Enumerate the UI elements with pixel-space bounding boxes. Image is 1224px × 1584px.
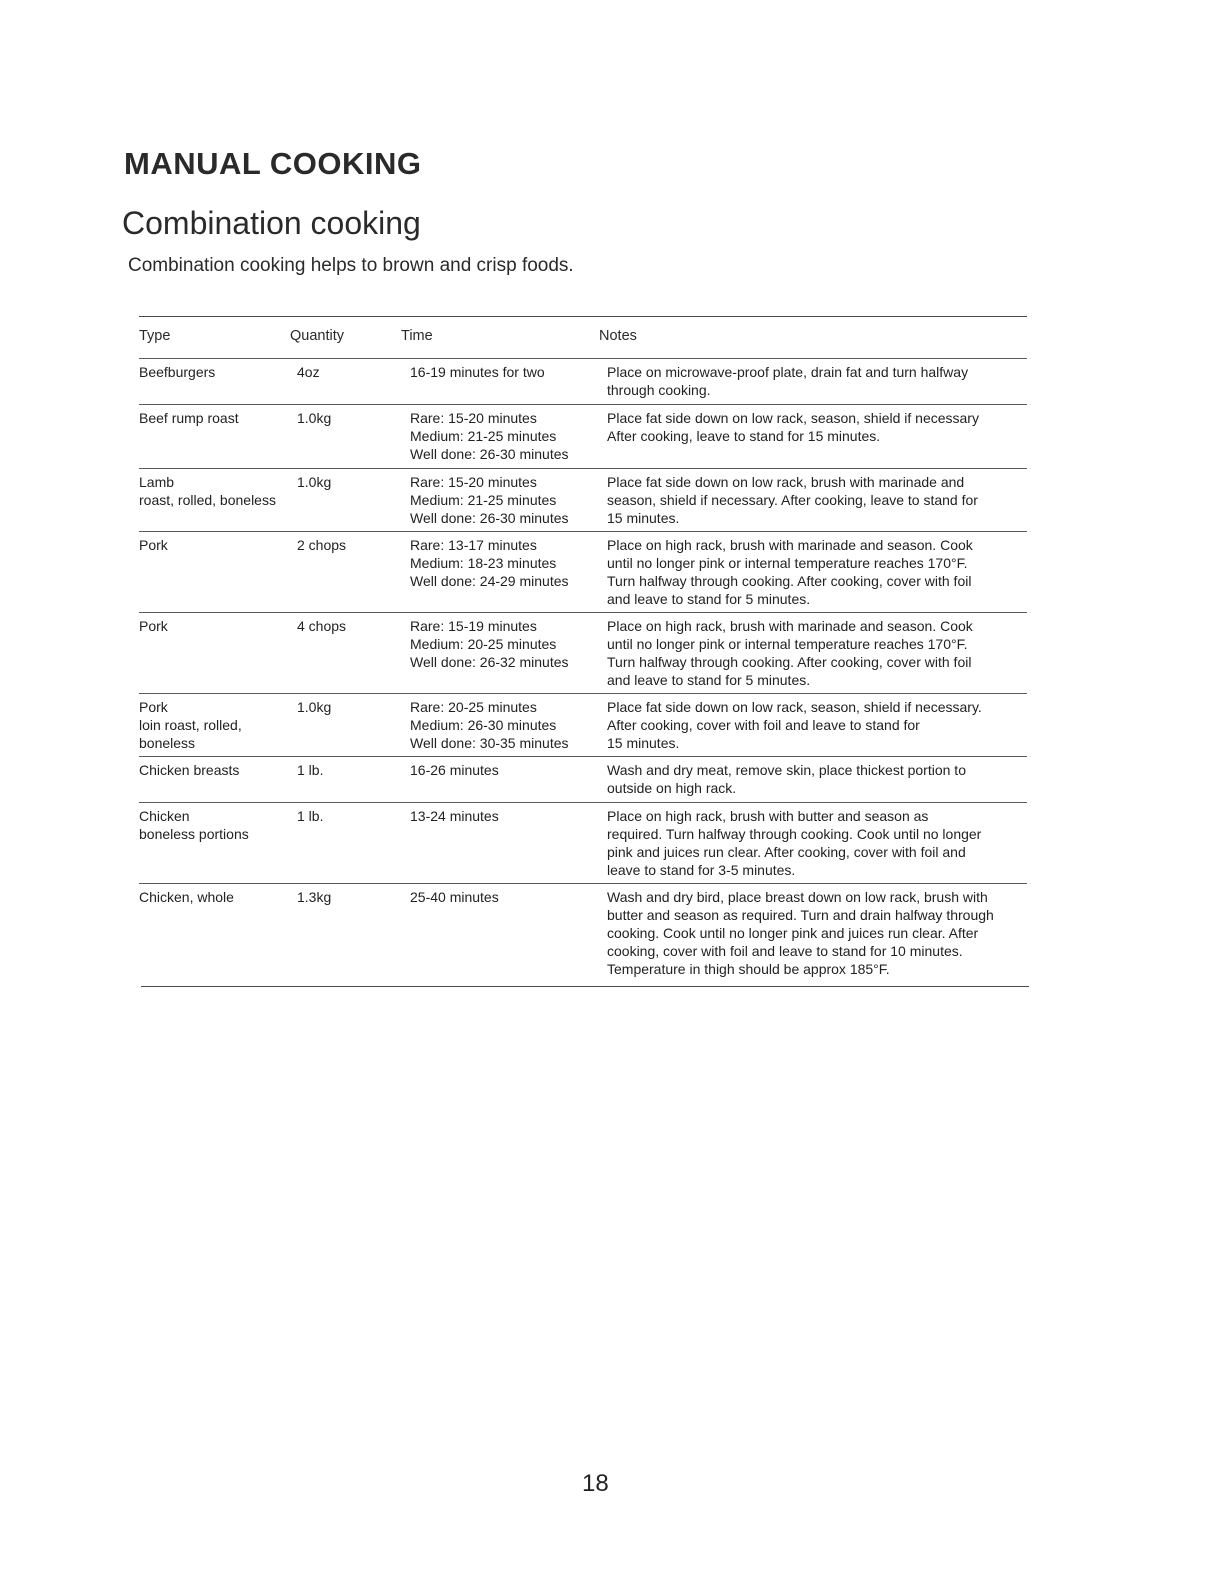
cell-quantity: 1.0kg (297, 699, 332, 715)
cell-time: Rare: 13-17 minutes Medium: 18-23 minutes Well done: 24-29 minutes (410, 537, 569, 589)
cell-time: Rare: 20-25 minutes Medium: 26-30 minutes Well done: 30-35 minutes (410, 699, 569, 751)
row-divider (139, 468, 1027, 469)
header-time: Time (401, 328, 433, 344)
cell-time: 25-40 minutes (410, 889, 499, 905)
cell-type: Beefburgers (139, 364, 216, 380)
row-divider (139, 358, 1027, 359)
header-type: Type (139, 328, 171, 344)
cell-notes: Place fat side down on low rack, brush with marinade and season, shield if necessary. After cooking, leave to stand for 15 minutes. (607, 474, 978, 526)
section-title: MANUAL COOKING (124, 146, 422, 181)
cell-quantity: 1 lb. (297, 808, 324, 824)
row-divider (139, 612, 1027, 613)
cell-notes: Wash and dry meat, remove skin, place thickest portion to outside on high rack. (607, 762, 966, 796)
row-divider (139, 756, 1027, 757)
cell-quantity: 4oz (297, 364, 320, 380)
cell-notes: Place on high rack, brush with marinade and season. Cook until no longer pink or internal temperature reaches 170°F. Turn halfway through cooking. After cooking, cover with foil and leave to stand for 5 minutes. (607, 537, 973, 607)
header-notes: Notes (599, 328, 637, 344)
cell-type: Chicken breasts (139, 762, 240, 778)
cell-time: Rare: 15-20 minutes Medium: 21-25 minutes Well done: 26-30 minutes (410, 410, 569, 462)
table-bottom-rule (141, 986, 1029, 987)
intro-text: Combination cooking helps to brown and crisp foods. (128, 255, 574, 276)
subsection-title: Combination cooking (122, 205, 421, 241)
cell-notes: Place on microwave-proof plate, drain fat and turn halfway through cooking. (607, 364, 969, 398)
cell-type: Lamb roast, rolled, boneless (139, 474, 276, 508)
row-divider (139, 531, 1027, 532)
cell-notes: Wash and dry bird, place breast down on low rack, brush with butter and season as required. Turn and drain halfway through cooking. Cook until no longer pink and juices run clear. After cooking, cover with foil and leave to stand for 10 minutes. Temperature in thigh should be approx 185°F. (607, 889, 994, 977)
cell-quantity: 4 chops (297, 618, 347, 634)
cell-time: 16-19 minutes for two (410, 364, 545, 380)
cell-type: Pork loin roast, rolled, boneless (139, 699, 242, 751)
cell-type: Chicken, whole (139, 889, 234, 905)
cell-quantity: 1.3kg (297, 889, 332, 905)
row-divider (139, 693, 1027, 694)
row-divider (139, 883, 1027, 884)
cell-time: 13-24 minutes (410, 808, 499, 824)
row-divider (139, 802, 1027, 803)
cell-time: Rare: 15-20 minutes Medium: 21-25 minutes Well done: 26-30 minutes (410, 474, 569, 526)
row-divider (139, 404, 1027, 405)
cell-type: Beef rump roast (139, 410, 239, 426)
cell-time: Rare: 15-19 minutes Medium: 20-25 minutes Well done: 26-32 minutes (410, 618, 569, 670)
page-number: 18 (582, 1470, 609, 1497)
cell-quantity: 1.0kg (297, 474, 332, 490)
cell-notes: Place on high rack, brush with butter and season as required. Turn halfway through cooking. Cook until no longer pink and juices run clear. After cooking, cover with foil and leave to stand for 3-5 minutes. (607, 808, 982, 878)
cell-type: Pork (139, 618, 168, 634)
cell-notes: Place fat side down on low rack, season, shield if necessary. After cooking, cover with foil and leave to stand for 15 minutes. (607, 699, 982, 751)
cell-type: Pork (139, 537, 168, 553)
cell-type: Chicken boneless portions (139, 808, 249, 842)
cell-quantity: 1 lb. (297, 762, 324, 778)
cell-quantity: 2 chops (297, 537, 347, 553)
cell-notes: Place fat side down on low rack, season, shield if necessary After cooking, leave to stand for 15 minutes. (607, 410, 979, 444)
table-top-rule (139, 316, 1027, 317)
cell-quantity: 1.0kg (297, 410, 332, 426)
cell-time: 16-26 minutes (410, 762, 499, 778)
cell-notes: Place on high rack, brush with marinade and season. Cook until no longer pink or internal temperature reaches 170°F. Turn halfway through cooking. After cooking, cover with foil and leave to stand for 5 minutes. (607, 618, 973, 688)
header-quantity: Quantity (290, 328, 344, 344)
